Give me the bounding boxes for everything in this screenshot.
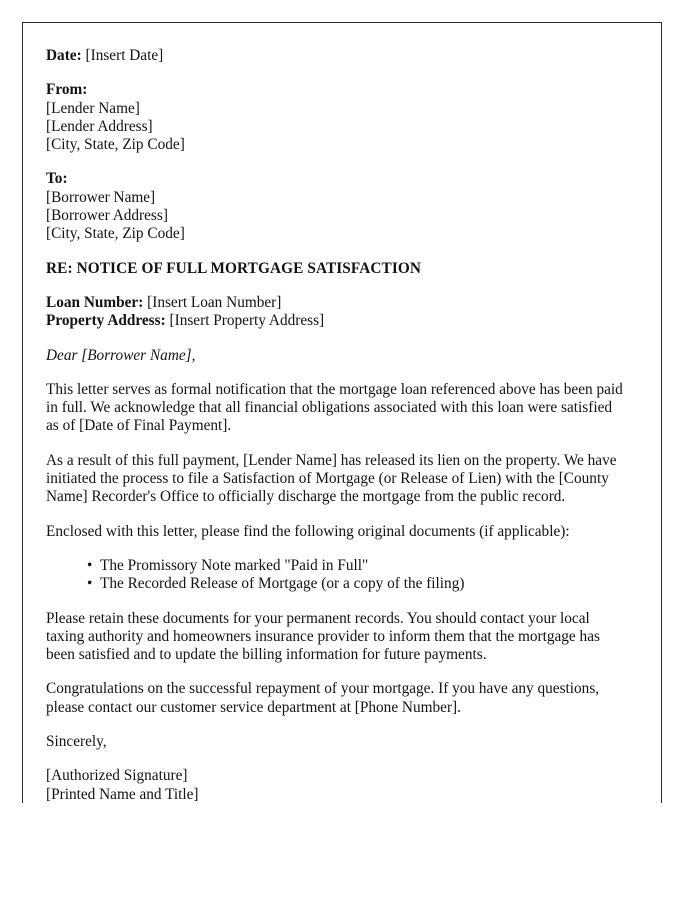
property-address-value: [Insert Property Address] bbox=[169, 312, 325, 330]
from-label: From: bbox=[46, 81, 88, 99]
date-label: Date: bbox=[46, 47, 82, 64]
paragraph-lien-release: As a result of this full payment, [Lender Name] has released its lien on the property. We have initiated the process to file a Satisfaction of Mortgage (or Release of Lien) with the [County Name] Recorder's Office to officially discharge the mortgage from the public record. bbox=[46, 451, 617, 506]
document-page bbox=[22, 22, 662, 803]
to-label: To: bbox=[46, 170, 68, 188]
sender-block bbox=[46, 81, 624, 154]
authorized-signature-line: [Authorized Signature] bbox=[46, 767, 188, 785]
list-item: • The Recorded Release of Mortgage (or a copy of the filing) bbox=[87, 575, 624, 593]
signature-block bbox=[46, 767, 624, 803]
property-address-line bbox=[46, 312, 624, 330]
recipient-address: [Borrower Address] bbox=[46, 207, 168, 225]
date-block bbox=[46, 47, 624, 65]
letter-body bbox=[46, 47, 624, 803]
recipient-city-state-zip: [City, State, Zip Code] bbox=[46, 225, 185, 243]
recipient-name: [Borrower Name] bbox=[46, 188, 156, 206]
sender-name: [Lender Name] bbox=[46, 99, 140, 117]
paragraph-congratulations: Congratulations on the successful repayment of your mortgage. If you have any questions, please contact our customer service department at [Phone Number]. bbox=[46, 680, 600, 716]
loan-number-label: Loan Number: bbox=[46, 293, 144, 311]
date-value: [Insert Date] bbox=[85, 47, 164, 64]
recipient-block bbox=[46, 170, 624, 243]
property-address-label: Property Address: bbox=[46, 312, 166, 330]
sender-city-state-zip: [City, State, Zip Code] bbox=[46, 136, 185, 154]
list-item: • The Promissory Note marked "Paid in Full" bbox=[87, 557, 624, 575]
date-line bbox=[46, 47, 624, 65]
enclosed-documents-list bbox=[46, 557, 624, 594]
subject-heading-block bbox=[46, 260, 624, 278]
printed-name-title-line: [Printed Name and Title] bbox=[46, 785, 199, 803]
closing-salutation: Sincerely, bbox=[46, 733, 107, 751]
page-content-area bbox=[23, 23, 661, 803]
salutation: Dear [Borrower Name], bbox=[46, 346, 196, 364]
subject-heading: RE: NOTICE OF FULL MORTGAGE SATISFACTION bbox=[46, 259, 422, 277]
loan-number-line bbox=[46, 294, 624, 312]
paragraph-payment-confirmation: This letter serves as formal notification that the mortgage loan referenced above has been paid in full. We acknowledge that all financial obligations associated with this loan were satisfied as of [Date of Final Payment]. bbox=[46, 380, 623, 435]
loan-number-value: [Insert Loan Number] bbox=[147, 293, 282, 311]
paragraph-retain-records: Please retain these documents for your permanent records. You should contact your local taxing authority and homeowners insurance provider to inform them that the mortgage has been satisfied and to update the billing information for future payments. bbox=[46, 609, 600, 664]
paragraph-enclosure-intro: Enclosed with this letter, please find the following original documents (if applicable): bbox=[46, 522, 570, 540]
sender-address: [Lender Address] bbox=[46, 117, 153, 135]
loan-details-block bbox=[46, 294, 624, 331]
